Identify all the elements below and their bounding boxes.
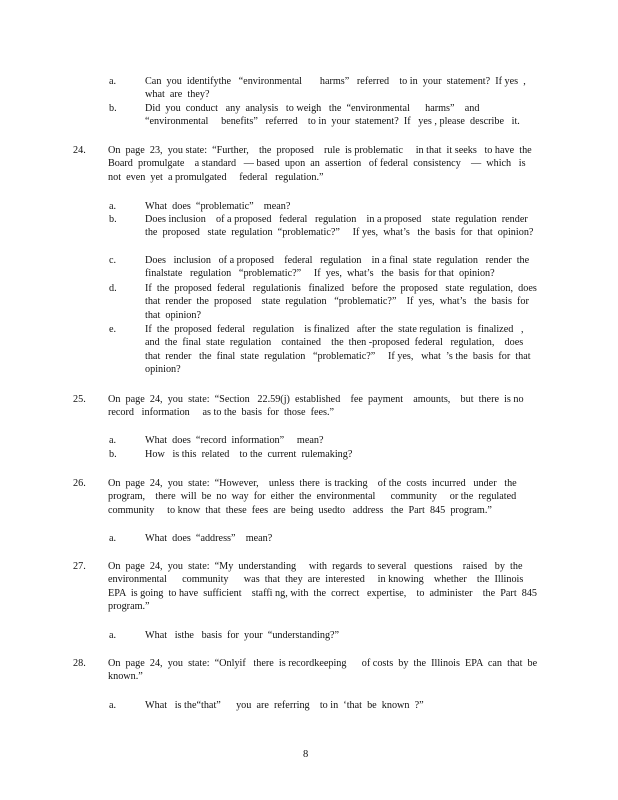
item-text: How is this related to the current rulemaking? [145, 449, 353, 460]
question-number: 25. [73, 394, 86, 405]
item-text: If the proposed federal regulation is finalized after the state regulation is finalized , and the final state regulation contained the then -proposed federal regulation, does that render the final state regulation “problematic?” If yes, what ’s the basis for that opinion? [145, 324, 536, 376]
item-text: Does inclusion of a proposed federal regulation in a final state regulation render the finalstate regulation “problematic?” If yes, what’s the basis for that opinion? [145, 255, 535, 280]
question-text: On page 24, you state: “Section 22.59(j) established fee payment amounts, but there is no record information as to the basis for those fees.” [108, 394, 529, 419]
item-letter: a. [109, 700, 117, 711]
item-letter: b. [109, 103, 117, 114]
question-text: On page 24, you state: “However, unless there is tracking of the costs incurred under the program, there will be no way for either the environmental community or the regulated community to know that these fees are being usedto address the Part 845 program.” [108, 478, 522, 516]
item-letter: a. [109, 201, 117, 212]
item-text: If the proposed federal regulationis finalized before the proposed state regulation, does that render the proposed state regulation “problematic?” If yes, what’s the basis for that opinion? [145, 283, 542, 321]
item-letter: e. [109, 324, 117, 335]
item-letter: a. [109, 76, 117, 87]
item-text: What does “address” mean? [145, 533, 273, 544]
item-text: Does inclusion of a proposed federal regulation in a proposed state regulation render the proposed state regulation “problematic?” If yes, what’s the basis for that opinion? [145, 214, 536, 239]
item-text: What does “record information” mean? [145, 435, 324, 446]
item-text: What isthe basis for your “understanding?” [145, 630, 340, 641]
question-number: 27. [73, 561, 86, 572]
question-number: 26. [73, 478, 86, 489]
question-text: On page 24, you state: “Onlyif there is recordkeeping of costs by the Illinois EPA can that be known.” [108, 658, 543, 683]
question-number: 24. [73, 145, 86, 156]
question-text: On page 24, you state: “My understanding with regards to several questions raised by the environmental community was that they are interested in knowing whether the Illinois EPA is going to have sufficient staffi ng, with the correct expertise, to administer the Part 845 program.” [108, 561, 543, 613]
item-text: What does “problematic” mean? [145, 201, 291, 212]
item-letter: a. [109, 630, 117, 641]
page-number: 8 [303, 749, 309, 760]
item-letter: b. [109, 449, 117, 460]
item-letter: a. [109, 435, 117, 446]
question-text: On page 23, you state: “Further, the proposed rule is problematic in that it seeks to have the Board promulgate a standard — based upon an assertion of federal consistency — which is not even yet a promulgated federal regulation.” [108, 145, 537, 183]
item-text: Can you identifythe “environmental harms” referred to in your statement? If yes , what are they? [145, 76, 531, 101]
item-letter: c. [109, 255, 117, 266]
question-number: 28. [73, 658, 86, 669]
item-letter: a. [109, 533, 117, 544]
item-letter: d. [109, 283, 117, 294]
item-letter: b. [109, 214, 117, 225]
item-text: Did you conduct any analysis to weigh the “environmental harms” and “environmental benefits” referred to in your statement? If yes , please describe it. [145, 103, 520, 128]
item-text: What is the“that” you are referring to in ‘that be known ?” [145, 700, 424, 711]
